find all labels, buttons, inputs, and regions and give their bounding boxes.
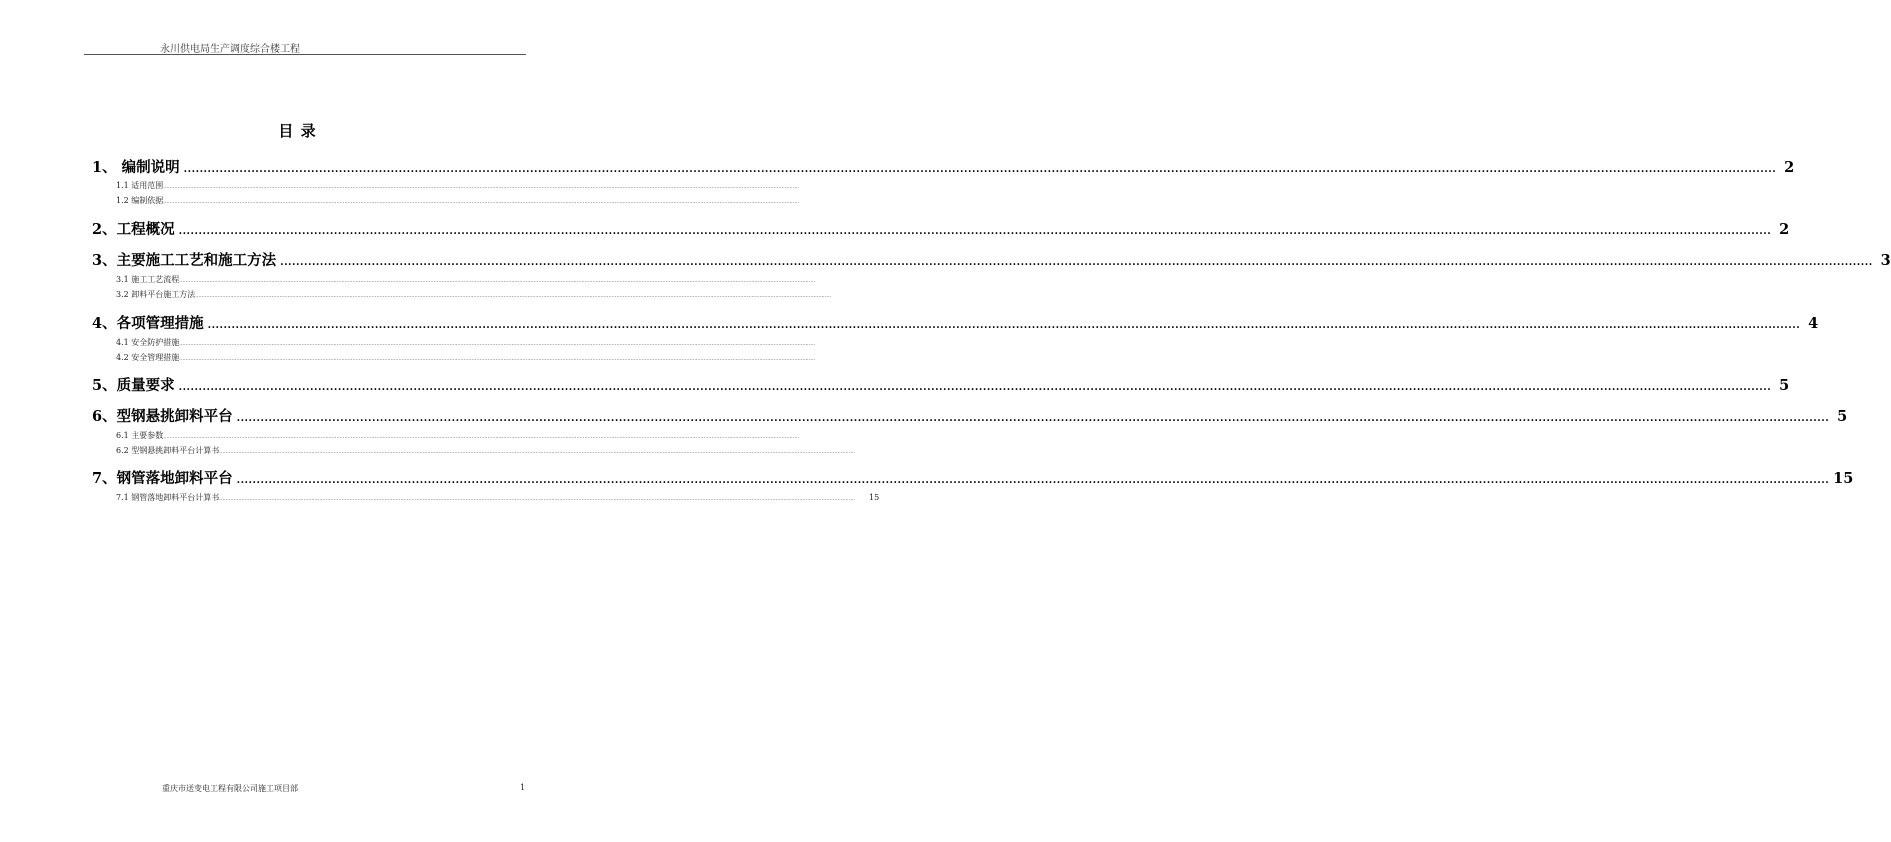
toc-dot-leader: ................................................................................................................................................................................................................................................................................................................................................................................................................: [179, 341, 816, 347]
toc-subentry[interactable]: [116, 337, 816, 348]
toc-entry[interactable]: [92, 467, 1854, 488]
toc-subentry[interactable]: [116, 492, 880, 503]
toc-dot-leader: ................................................................................................................................................................................................................................................................................................................................................................................................................: [163, 199, 800, 205]
toc-entry-label: 4.1 安全防护措施: [116, 338, 180, 347]
toc-entry-label: 7.1 钢管落地卸料平台计算书: [116, 493, 220, 502]
toc-subentry[interactable]: [116, 430, 800, 441]
toc-dot-leader: ................................................................................................................................................................................................................................................................................................................................................................................................................: [280, 257, 1873, 268]
toc-entry-page: 15: [1833, 470, 1854, 487]
toc-entry-label: 3、主要施工工艺和施工方法: [92, 252, 277, 269]
toc-subentry[interactable]: [116, 289, 832, 300]
toc-entry[interactable]: [92, 156, 1795, 177]
toc-dot-leader: ................................................................................................................................................................................................................................................................................................................................................................................................................: [163, 434, 800, 440]
toc-entry-label: 4.2 安全管理措施: [116, 353, 180, 362]
toc-entry-label: 7、钢管落地卸料平台: [92, 470, 233, 487]
footer-page-number: 1: [520, 783, 526, 792]
toc-dot-leader: ................................................................................................................................................................................................................................................................................................................................................................................................................: [219, 449, 856, 455]
toc-entry[interactable]: [92, 374, 1790, 395]
toc-dot-leader: ................................................................................................................................................................................................................................................................................................................................................................................................................: [236, 475, 1830, 486]
toc-entry-page: 5: [1837, 408, 1848, 425]
toc-subentry[interactable]: [116, 274, 816, 285]
toc-entry[interactable]: [92, 218, 1790, 239]
toc-subentry[interactable]: [116, 445, 856, 456]
toc-entry-page: 3: [1880, 252, 1891, 269]
toc-dot-leader: ................................................................................................................................................................................................................................................................................................................................................................................................................: [179, 356, 816, 362]
toc-subentry[interactable]: [116, 195, 800, 206]
toc-entry[interactable]: [92, 312, 1819, 333]
toc-entry-label: 1.2 编制依据: [116, 196, 164, 205]
toc-entry-page: 4: [1808, 315, 1819, 332]
toc-dot-leader: ................................................................................................................................................................................................................................................................................................................................................................................................................: [179, 278, 816, 284]
toc-dot-leader: ................................................................................................................................................................................................................................................................................................................................................................................................................: [183, 164, 1777, 175]
toc-entry-label: 1、 编制说明: [92, 159, 180, 176]
toc-entry-label: 6.1 主要参数: [116, 431, 164, 440]
toc-entry-page: 5: [1779, 377, 1790, 394]
toc-entry-page: 2: [1784, 159, 1795, 176]
toc-dot-leader: ................................................................................................................................................................................................................................................................................................................................................................................................................: [236, 413, 1830, 424]
toc-entry[interactable]: [92, 405, 1848, 426]
toc-entry-label: 5、质量要求: [92, 377, 175, 394]
toc-subentry[interactable]: [116, 352, 816, 363]
toc-subentry[interactable]: [116, 180, 800, 191]
toc-dot-leader: ................................................................................................................................................................................................................................................................................................................................................................................................................: [195, 293, 832, 299]
toc-entry[interactable]: [92, 249, 1891, 270]
toc-entry-page: 2: [1779, 221, 1790, 238]
toc-entry-page: 15: [869, 493, 880, 502]
toc-entry-label: 3.1 施工工艺流程: [116, 275, 180, 284]
toc-entry-label: 1.1 适用范围: [116, 181, 164, 190]
toc-dot-leader: ................................................................................................................................................................................................................................................................................................................................................................................................................: [207, 320, 1801, 331]
toc-dot-leader: ................................................................................................................................................................................................................................................................................................................................................................................................................: [219, 496, 856, 502]
toc-title: 目 录: [278, 122, 317, 140]
toc-entry-label: 3.2 卸料平台施工方法: [116, 290, 196, 299]
toc-entry-label: 6、型钢悬挑卸料平台: [92, 408, 233, 425]
header-text: 永川供电局生产调度综合楼工程: [160, 44, 300, 55]
toc-dot-leader: ................................................................................................................................................................................................................................................................................................................................................................................................................: [163, 184, 800, 190]
footer-text: 重庆市送变电工程有限公司施工项目部: [162, 784, 298, 793]
toc-entry-label: 4、各项管理措施: [92, 315, 204, 332]
toc-dot-leader: ................................................................................................................................................................................................................................................................................................................................................................................................................: [178, 382, 1772, 393]
toc-entry-label: 6.2 型钢悬挑卸料平台计算书: [116, 446, 220, 455]
toc-dot-leader: ................................................................................................................................................................................................................................................................................................................................................................................................................: [178, 226, 1772, 237]
toc-entry-label: 2、工程概况: [92, 221, 175, 238]
